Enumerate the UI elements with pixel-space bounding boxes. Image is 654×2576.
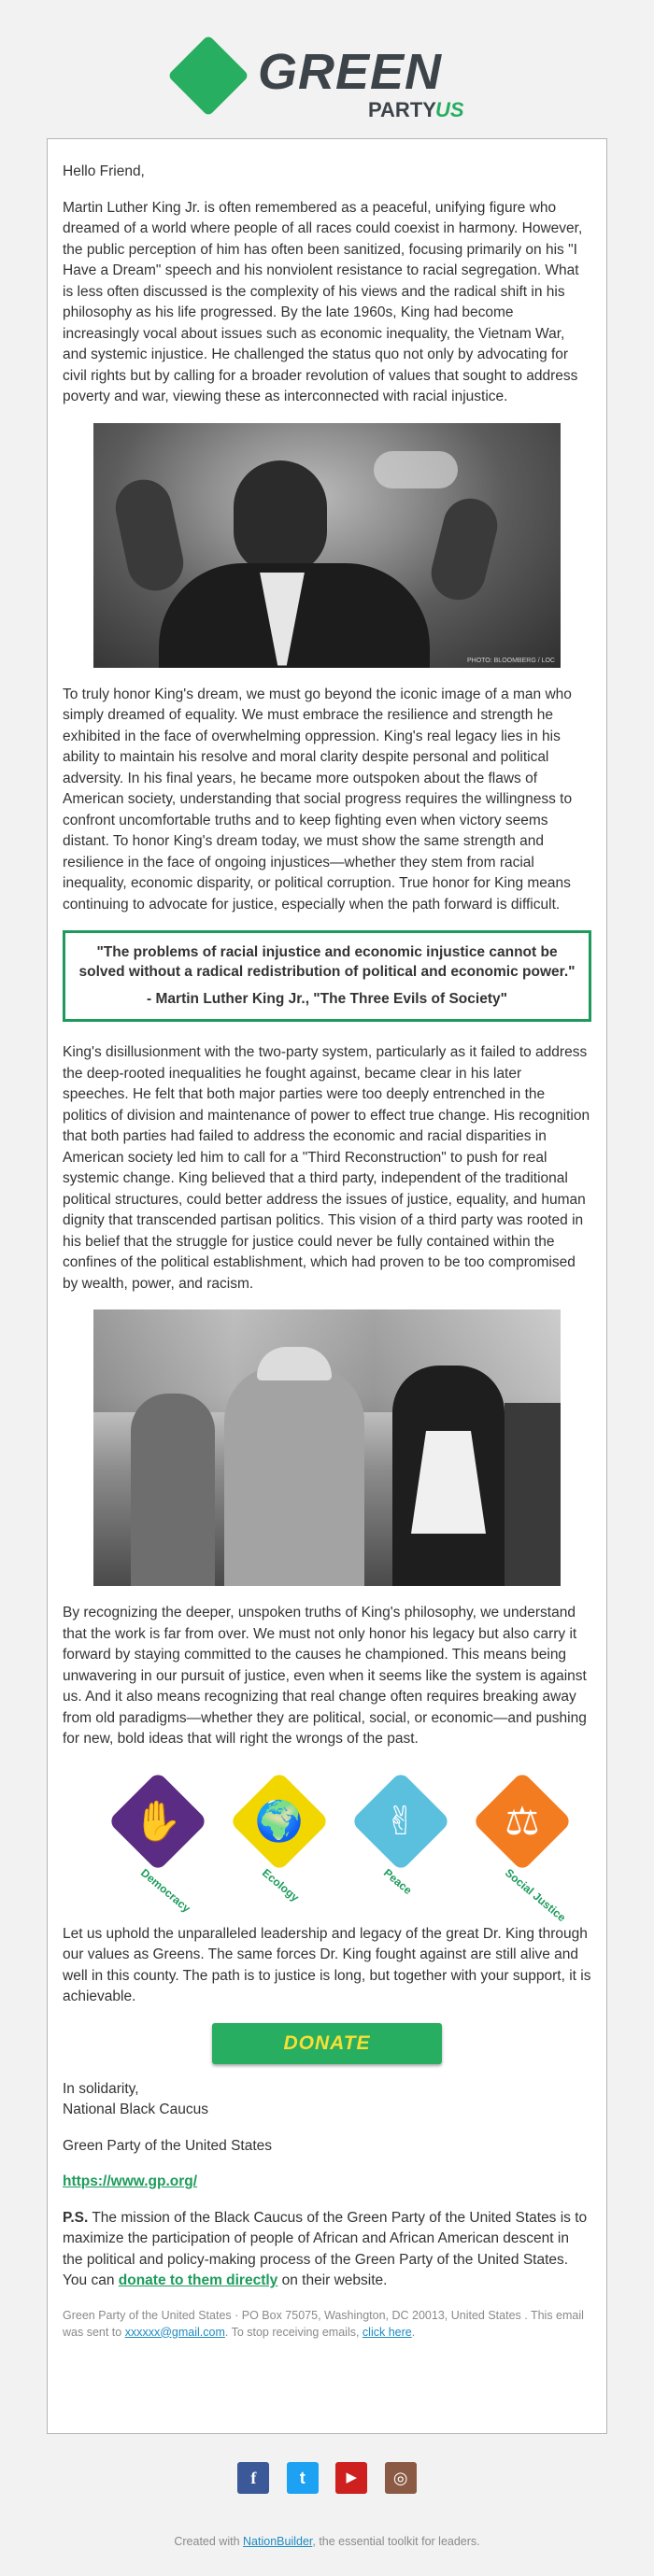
recipient-email-link[interactable]: xxxxxx@gmail.com: [124, 2325, 225, 2339]
values-row: [63, 1765, 591, 1924]
value-social-justice: [466, 1765, 578, 1924]
value-ecology: [223, 1765, 335, 1905]
paragraph-honor: To truly honor King's dream, we must go beyond the iconic image of a man who simply dreamed of equality. We must embrace the resilience and strength he exhibited in the face of overwhelming oppression. King's real legacy lies in his ability to maintain his resolve and moral clarity despite personal and political adversity. In his final years, he became more outspoken about the flaws of American society, understanding that social progress requires the willingness to confront uncomfortable truths and to keep fighting even when victory seems distant. To honor King's dream today, we must show the same strength and resilience in the face of ongoing injustices—whether they stem from racial inequality, economic disparity, or political corruption. True honor for King means continuing to advocate for justice, especially when the path forward is difficult.: [63, 686, 573, 913]
unsubscribe-link[interactable]: click here: [362, 2325, 412, 2339]
value-label-ecology: Ecology: [260, 1865, 302, 1904]
footer-end: .: [411, 2325, 416, 2339]
logo-party: PARTY: [368, 98, 436, 121]
twitter-icon[interactable]: t: [287, 2462, 319, 2494]
mlk-portrait-photo: [93, 423, 561, 668]
right-hand-shape: [426, 492, 504, 605]
ps-text: The mission of the Black Caucus of the Green Party of the United States is to maximize the participation of people of African and African American descent in the political and policy-making process of the Green Party of the United States. You can: [63, 2209, 588, 2288]
donate-directly-link[interactable]: donate to them directly: [118, 2272, 278, 2288]
scales-icon: ⚖: [505, 1798, 540, 1843]
signoff-org: Green Party of the United States: [63, 2137, 273, 2154]
peace-hand-icon: ✌: [384, 1798, 418, 1843]
instagram-icon[interactable]: ◎: [385, 2462, 417, 2494]
photo-credit: PHOTO: BLOOMBERG / LOC: [466, 657, 555, 664]
email-body-card: [47, 138, 607, 2434]
nationbuilder-link[interactable]: NationBuilder: [243, 2535, 313, 2548]
donate-button[interactable]: DONATE: [212, 2023, 442, 2064]
sconce-shape: [374, 451, 458, 488]
footer-note: [63, 2307, 591, 2341]
greeting: Hello Friend,: [63, 163, 145, 179]
quote-box: [63, 930, 591, 1022]
paragraph-intro: Martin Luther King Jr. is often remembered as a peaceful, unifying figure who dreamed of a world where people of all races could coexist in harmony. However, the public perception of him has often been sanitized, focusing primarily on his "I Have a Dream" speech and his nonviolent resistance to racial segregation. What is less often discussed is the complexity of his views and the radical shift in his philosophy as his life progressed. By the late 1960s, King had become increasingly vocal about issues such as economic inequality, the Vietnam War, and systemic injustice. He challenged the status quo not only by advocating for civil rights but by calling for a broader revolution of values that sought to address poverty and war, viewing these as interconnected with racial injustice.: [63, 199, 583, 404]
logo-word: GREEN: [258, 44, 443, 100]
signoff-caucus: National Black Caucus: [63, 2102, 208, 2117]
website-link[interactable]: https://www.gp.org/: [63, 2173, 198, 2189]
figure-far-right-shape: [505, 1403, 561, 1586]
signoff: [63, 2079, 591, 2121]
value-label-democracy: Democracy: [138, 1865, 193, 1915]
created-prefix: Created with: [174, 2535, 244, 2548]
green-party-logo[interactable]: [168, 37, 486, 131]
quote-author: - Martin Luther King Jr., "The Three Evils of Society": [147, 991, 507, 1007]
globe-icon: 🌍: [254, 1798, 305, 1843]
hands-icon: ✋: [133, 1798, 183, 1843]
paragraph-recognizing: By recognizing the deeper, unspoken truths of King's philosophy, we understand that the work is far from over. We must not only honor his legacy but also carry it forward by staying committed to the causes he championed. This means being unwavering in our pursuit of justice, even when it seems like the system is against us. And it also means recognizing that real change often requires breaking away from old paradigms—whether they are political, social, or economic—and pushing for new, bold ideas that will right the wrongs of the past.: [63, 1605, 587, 1747]
ps-label: P.S.: [63, 2209, 89, 2226]
facebook-icon[interactable]: f: [237, 2462, 269, 2494]
logo-diamond-icon: [167, 35, 249, 117]
social-links: [0, 2462, 654, 2499]
value-label-peace: Peace: [381, 1865, 415, 1897]
donate-wrap: [63, 2023, 591, 2064]
officer-left-shape: [131, 1394, 215, 1586]
email-header: [0, 0, 654, 138]
ps-paragraph: [63, 2208, 591, 2292]
website-line: [63, 2172, 591, 2193]
created-suffix: , the essential toolkit for leaders.: [312, 2535, 480, 2548]
ps-tail: on their website.: [277, 2272, 388, 2288]
quote-text: "The problems of racial injustice and economic injustice cannot be solved without a radical redistribution of political and economic power.": [78, 944, 576, 980]
signoff-line1: In solidarity,: [63, 2080, 139, 2097]
mlk-police-photo: [93, 1309, 561, 1586]
head-shape: [234, 460, 327, 574]
value-peace: [345, 1765, 457, 1905]
officer-center-shape: [224, 1366, 364, 1586]
value-label-social-justice: Social Justice: [503, 1865, 569, 1924]
paragraph-two-party: King's disillusionment with the two-party system, particularly as it failed to address the deep-rooted inequalities he fought against, became clear in his later speeches. He felt that both major parties were too deeply entrenched in the politics of division and maintenance of power to effect true change. His recognition that both parties had failed to address the economic and racial disparities in American society led him to call for a "Third Reconstruction" to push for real systemic change. King believed that a third party, independent of the traditional political structures, could better address the issues of justice, equality, and human dignity that transcended partisan politics. This vision of a third party was rooted in his belief that the struggle for justice could never be fully contained within the confines of the political establishment, which had proven to be too compromised by wealth, power, and racism.: [63, 1044, 590, 1292]
paragraph-uphold: Let us uphold the unparalleled leadership and legacy of the great Dr. King through our values as Greens. The same forces Dr. King fought against are still alive and well in this county. The path is to justice is long, but together with your support, it is achievable.: [63, 1925, 591, 2004]
footer-address: Green Party of the United States · PO Box 75075, Washington, DC 20013, United States . This email was sent to: [63, 2308, 584, 2339]
footer-middle: . To stop receiving emails,: [224, 2325, 363, 2339]
value-democracy: [102, 1765, 214, 1915]
logo-us: US: [435, 98, 464, 121]
left-hand-shape: [110, 474, 189, 596]
created-with-line: [0, 2535, 654, 2548]
youtube-icon[interactable]: ▶: [335, 2462, 367, 2494]
